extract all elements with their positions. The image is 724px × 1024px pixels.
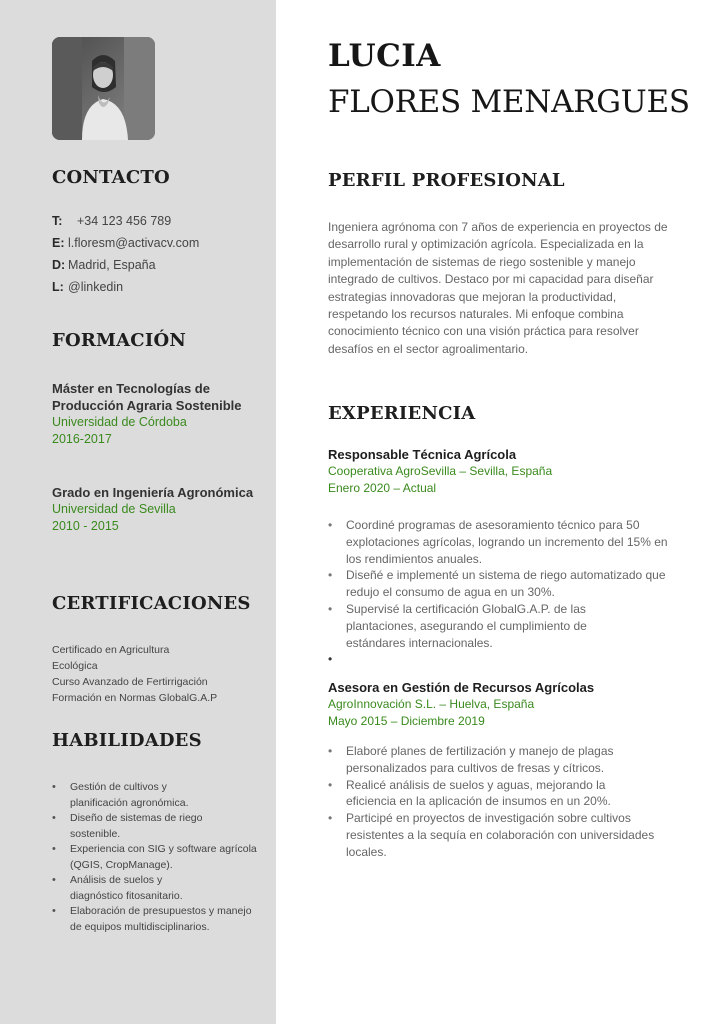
- main-content: [276, 0, 724, 1024]
- skill-item: • Gestión de cultivos y planificación agronómica.: [52, 780, 202, 811]
- profile-photo: [52, 37, 155, 140]
- contact-address: [52, 254, 262, 276]
- contact-phone: [52, 210, 262, 232]
- skill-item: • Experiencia con SIG y software agrícola (QGIS, CropManage).: [52, 842, 267, 873]
- job-bullet: • Supervisé la certificación GlobalG.A.P. de las plantaciones, asegurando el cumplimiento de estándares internacionales.: [328, 601, 628, 651]
- job-dates: Enero 2020 – Actual: [328, 481, 437, 495]
- last-name: FLORES MENARGUES: [328, 84, 690, 120]
- address-value: Madrid, España: [68, 258, 156, 272]
- education-item: [52, 484, 262, 535]
- job-company: Cooperativa AgroSevilla – Sevilla, España: [328, 464, 553, 478]
- email-value[interactable]: l.floresm@activacv.com: [68, 236, 200, 250]
- first-name: LUCIA: [328, 38, 441, 74]
- education-heading: FORMACIÓN: [52, 330, 186, 351]
- experience-heading: EXPERIENCIA: [328, 403, 476, 424]
- degree-title: Grado en Ingeniería Agronómica: [52, 485, 254, 500]
- skills-heading: HABILIDADES: [52, 730, 202, 751]
- job-bullet-empty: [328, 651, 680, 668]
- certification-item: Formación en Normas GlobalG.A.P: [52, 692, 218, 704]
- skill-item: • Elaboración de presupuestos y manejo de equipos multidisciplinarios.: [52, 904, 252, 935]
- phone-label: T:: [52, 214, 63, 228]
- degree-institution: Universidad de Córdoba: [52, 415, 187, 429]
- address-label: D:: [52, 258, 66, 272]
- certifications-list: [52, 642, 267, 706]
- certifications-heading: CERTIFICACIONES: [52, 593, 251, 614]
- skills-list: [52, 780, 267, 935]
- education-item: [52, 380, 262, 448]
- job-dates: Mayo 2015 – Diciembre 2019: [328, 714, 485, 728]
- phone-value[interactable]: +34 123 456 789: [77, 214, 172, 228]
- degree-institution: Universidad de Sevilla: [52, 502, 176, 516]
- contact-linkedin: [52, 276, 262, 298]
- job-entry: [328, 446, 688, 497]
- job-bullets: [328, 517, 680, 668]
- contact-list: [52, 210, 262, 298]
- job-bullet: • Coordiné programas de asesoramiento técnico para 50 explotaciones agrícolas, logrando un incremento del 15% en los rendimientos anuales.: [328, 517, 680, 567]
- job-company: AgroInnovación S.L. – Huelva, España: [328, 697, 535, 711]
- job-bullet: • Elaboré planes de fertilización y manejo de plagas personalizados para cultivos de fresas y cítricos.: [328, 743, 638, 777]
- degree-title: Máster en Tecnologías de Producción Agraria Sostenible: [52, 381, 242, 413]
- linkedin-value[interactable]: @linkedin: [68, 280, 124, 294]
- degree-dates: 2016-2017: [52, 432, 112, 446]
- profile-heading: PERFIL PROFESIONAL: [328, 170, 565, 191]
- contact-email: [52, 232, 262, 254]
- person-photo-icon: [52, 37, 155, 140]
- profile-text: Ingeniera agrónoma con 7 años de experiencia en proyectos de desarrollo rural y optimización agrícola. Especializada en la implementación de sistemas de riego sostenible y manejo integrado de cultivos. Destaco por mi capacidad para diseñar estrategias innovadoras que mejoran la productividad, respetando los recursos naturales. Mi enfoque combina conocimiento técnico con una visión práctica para resolver desafíos en el sector agroalimentario.: [328, 220, 668, 356]
- job-bullets: [328, 743, 680, 861]
- email-label: E:: [52, 236, 65, 250]
- certification-item: Curso Avanzado de Fertirrigación: [52, 676, 208, 688]
- certification-item: Certificado en Agricultura Ecológica: [52, 644, 170, 672]
- job-title: Responsable Técnica Agrícola: [328, 447, 517, 462]
- contact-heading: CONTACTO: [52, 167, 170, 188]
- linkedin-label: L:: [52, 280, 64, 294]
- skill-item: • Análisis de suelos y diagnóstico fitosanitario.: [52, 873, 202, 904]
- job-entry: [328, 679, 688, 730]
- degree-dates: 2010 - 2015: [52, 519, 119, 533]
- job-bullet: • Diseñé e implementé un sistema de riego automatizado que redujo el consumo de agua en un 30%.: [328, 567, 680, 601]
- job-title: Asesora en Gestión de Recursos Agrícolas: [328, 680, 595, 695]
- sidebar: [0, 0, 276, 1024]
- job-bullet: • Participé en proyectos de investigación sobre cultivos resistentes a la sequía en colaboración con universidades locales.: [328, 810, 673, 860]
- skill-item: • Diseño de sistemas de riego sostenible.: [52, 811, 232, 842]
- job-bullet: • Realicé análisis de suelos y aguas, mejorando la eficiencia en la aplicación de insumos en un 20%.: [328, 777, 653, 811]
